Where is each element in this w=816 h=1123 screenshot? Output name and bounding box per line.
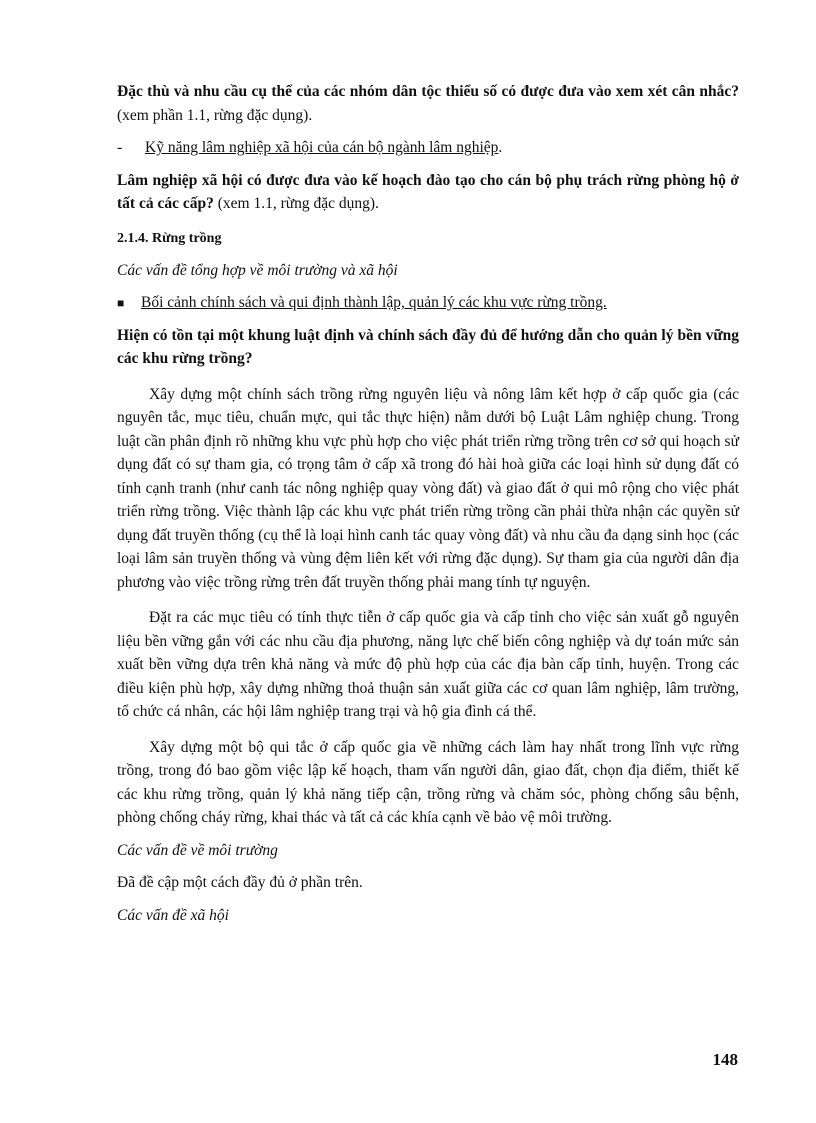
environment-text: Đã đề cập một cách đầy đủ ở phần trên. <box>117 874 363 891</box>
paragraph-policy: Xây dựng một chính sách trồng rừng nguyên liệu và nông lâm kết hợp ở cấp quốc gia (các nguyên tắc, mục tiêu, chuẩn mực, qui tắc thực hiện) nằm dưới bộ Luật Lâm nghiệp chung. Trong luật cần phân định rõ những khu vực phù hợp cho việc phát triển rừng trồng trên cơ sở qui hoạch sử dụng đất có sự tham gia, có trọng tâm ở cấp xã trong đó hài hoà giữa các loại hình sử dụng đất có tính cạnh tranh (như canh tác nông nghiệp quay vòng đất) và giao đất ở qui mô rộng cho việc phát triển rừng trồng. Việc thành lập các khu vực phát triển rừng trồng cần phải thừa nhận các quyền sử dụng đất truyền thống (cụ thể là loại hình canh tác quay vòng đất) và nhu cầu đa dạng sinh học (các loại lâm sản truyền thống và vùng đệm liên kết với rừng đặc dụng). Sự tham gia của người dân địa phương vào việc trồng rừng trên đất truyền thống phải mang tính tự nguyện. <box>117 385 739 591</box>
bullet-list-item <box>117 291 739 315</box>
bullet-item-text: Bối cảnh chính sách và qui định thành lập, quản lý các khu vực rừng trồng. <box>141 294 607 311</box>
dash-item-text: Kỹ năng lâm nghiệp xã hội của cán bộ ngành lâm nghiệp <box>145 139 499 156</box>
subheading-social: Các vấn đề xã hội <box>117 906 229 924</box>
subheading-general-issues: Các vấn đề tổng hợp về môi trường và xã hội <box>117 261 398 279</box>
document-page <box>117 80 739 927</box>
question-reference: (xem 1.1, rừng đặc dụng). <box>213 195 379 212</box>
question-social-forestry <box>117 169 739 216</box>
section-heading: 2.1.4. Rừng trồng <box>117 230 222 246</box>
subheading-environment: Các vấn đề về môi trường <box>117 841 278 859</box>
dash-item-tail: . <box>498 139 503 156</box>
paragraph-targets: Đặt ra các mục tiêu có tính thực tiễn ở cấp quốc gia và cấp tỉnh cho việc sản xuất gỗ nguyên liệu bền vững gắn với các nhu cầu địa phương, năng lực chế biến công nghiệp và dự toán mức sản xuất bền vững dựa trên khả năng và mức độ phù hợp của các địa bàn cấp tỉnh, huyện. Trong các điều kiện phù hợp, xây dựng những thoả thuận sản xuất giữa các cơ quan lâm nghiệp, lâm trường, tổ chức cá nhân, các hội lâm nghiệp trang trại và hộ gia đình cá thể. <box>117 609 739 720</box>
paragraph-code-of-practice: Xây dựng một bộ qui tắc ở cấp quốc gia về những cách làm hay nhất trong lĩnh vực rừng trồng, trong đó bao gồm việc lập kế hoạch, tham vấn người dân, giao đất, chọn địa điểm, thiết kế các khu rừng trồng, quản lý khả năng tiếp cận, trồng rừng và chăm sóc, phòng chống sâu bệnh, phòng chống cháy rừng, khai thác và tất cả các khía cạnh về bảo vệ môi trường. <box>117 738 739 826</box>
question-reference: (xem phần 1.1, rừng đặc dụng). <box>117 106 313 124</box>
question-bold-text: Lâm nghiệp xã hội có được đưa vào kế hoạch đào tạo cho cán bộ phụ trách rừng phòng hộ ở tất cả các cấp? <box>117 171 739 212</box>
dash-list-item <box>117 136 739 160</box>
question-ethnic-minorities <box>117 80 739 127</box>
question-bold-text: Đặc thù và nhu cầu cụ thể của các nhóm dân tộc thiểu số có được đưa vào xem xét cân nhắc? <box>117 83 739 100</box>
page-number: 148 <box>712 1050 738 1069</box>
question-legal-framework: Hiện có tồn tại một khung luật định và chính sách đầy đủ để hướng dẫn cho quản lý bền vững các khu rừng trồng? <box>117 326 739 367</box>
square-bullet-icon: ■ <box>117 296 125 310</box>
dash-marker: - <box>117 139 123 156</box>
